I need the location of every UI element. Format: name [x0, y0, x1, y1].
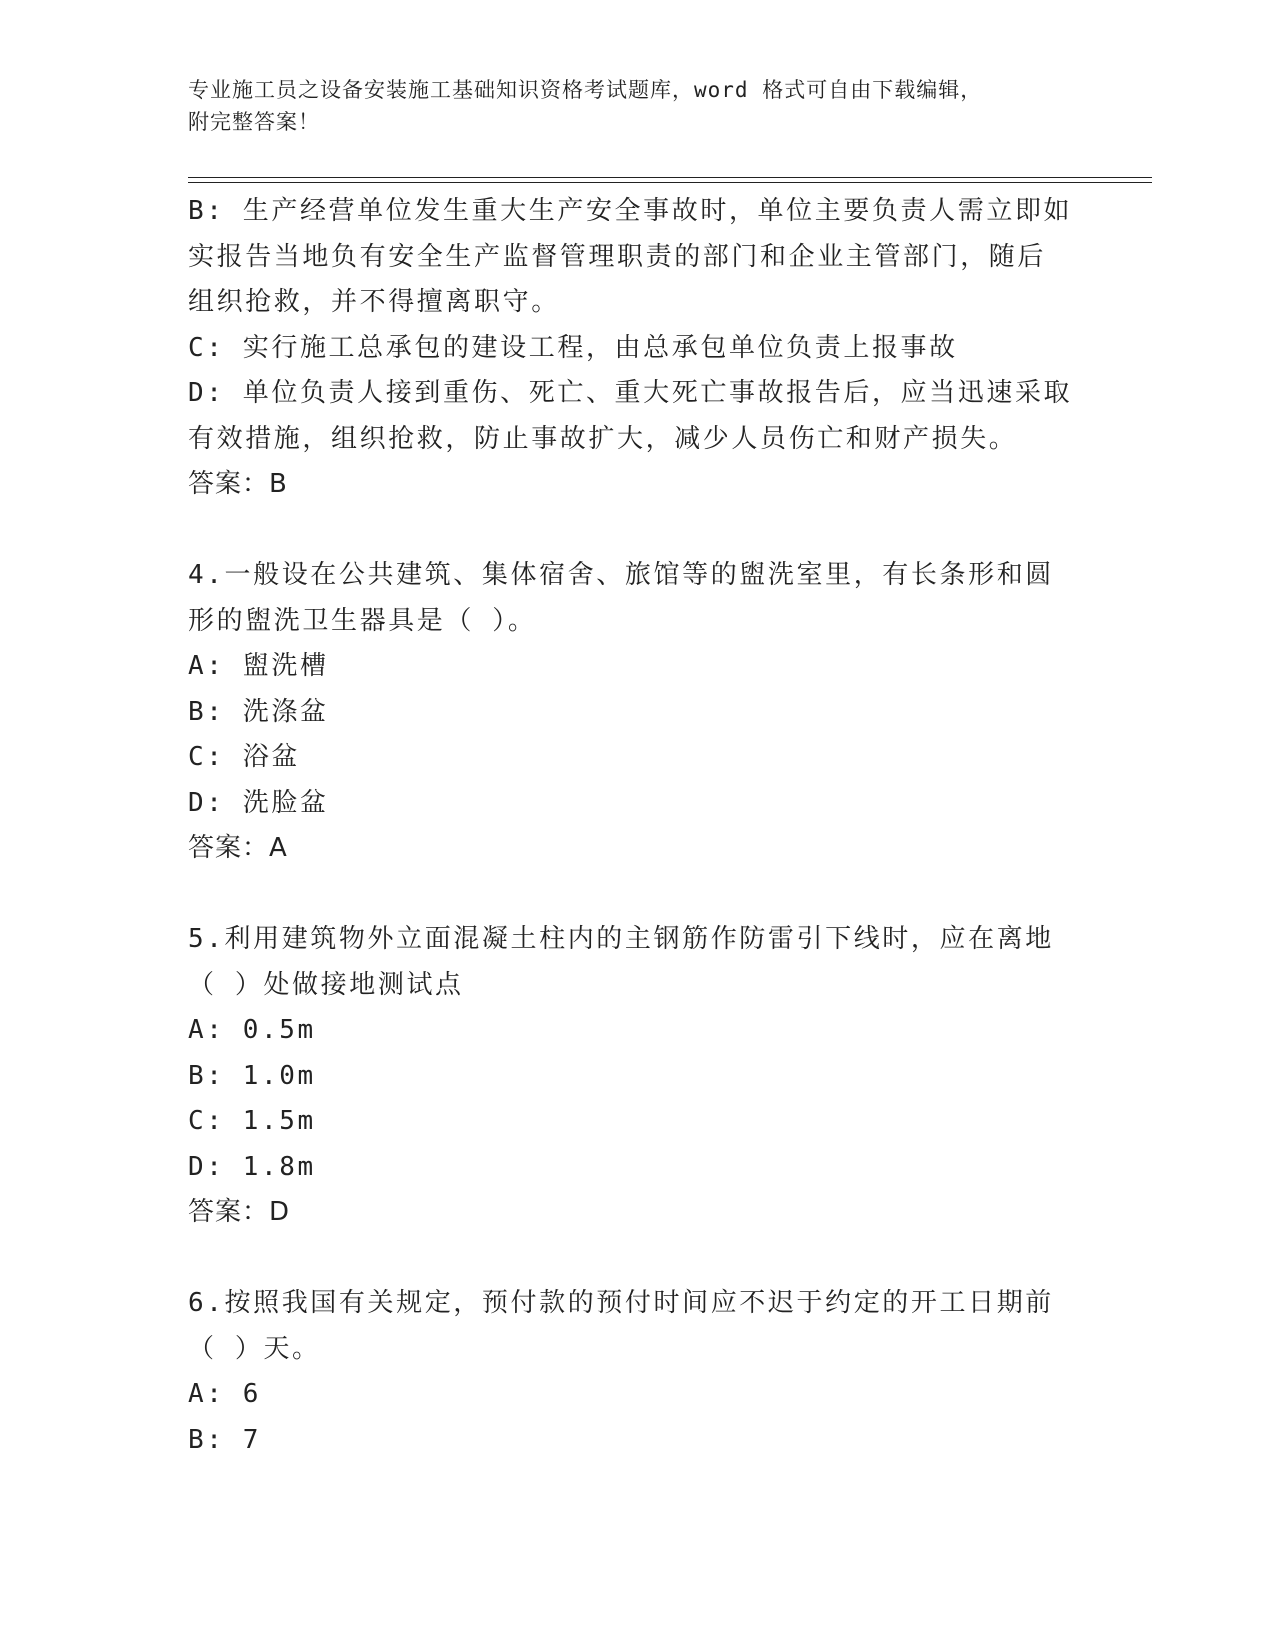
option-b-line: 实报告当地负有安全生产监督管理职责的部门和企业主管部门，随后	[188, 241, 1047, 272]
option-c: C: 浴盆	[188, 742, 300, 772]
header-divider-bottom	[188, 182, 1152, 183]
option-b-line: 组织抢救，并不得擅离职守。	[188, 287, 560, 317]
spacer	[188, 508, 1088, 554]
answer: 答案：D	[188, 1197, 291, 1227]
question-stem: 形的盥洗卫生器具是（ ）。	[188, 605, 537, 636]
option-b: B: 1.0m	[188, 1060, 316, 1091]
option-a: A: 0.5m	[188, 1015, 316, 1045]
document-header	[188, 74, 1068, 138]
spacer	[188, 872, 1088, 918]
option-a: A: 6	[188, 1379, 262, 1409]
option-d: D: 1.8m	[188, 1151, 316, 1182]
question-stem: 6.按照我国有关规定，预付款的预付时间应不迟于约定的开工日期前	[188, 1288, 1054, 1318]
question-list	[188, 189, 1088, 1463]
question-5	[188, 917, 1088, 1236]
question-stem: （ ）处做接地测试点	[188, 969, 464, 1000]
question-6	[188, 1281, 1088, 1463]
header-line-2: 附完整答案！	[188, 110, 320, 134]
option-b: B: 洗涤盆	[188, 696, 329, 727]
option-b-line: B: 生产经营单位发生重大生产安全事故时，单位主要负责人需立即如	[188, 196, 1073, 226]
question-stem: 5.利用建筑物外立面混凝土柱内的主钢筋作防雷引下线时，应在离地	[188, 924, 1054, 954]
answer: 答案：A	[188, 833, 288, 863]
question-4	[188, 553, 1088, 872]
answer: 答案：B	[188, 469, 288, 499]
option-d-line: 有效措施，组织抢救，防止事故扩大，减少人员伤亡和财产损失。	[188, 423, 1018, 454]
option-c: C: 实行施工总承包的建设工程，由总承包单位负责上报事故	[188, 332, 958, 363]
option-a: A: 盥洗槽	[188, 651, 329, 681]
option-d: D: 洗脸盆	[188, 787, 329, 818]
spacer	[188, 1236, 1088, 1282]
option-d-line: D: 单位负责人接到重伤、死亡、重大死亡事故报告后，应当迅速采取	[188, 378, 1073, 408]
option-c: C: 1.5m	[188, 1106, 316, 1136]
header-line-1: 专业施工员之设备安装施工基础知识资格考试题库，word 格式可自由下载编辑，	[188, 78, 983, 102]
option-b: B: 7	[188, 1424, 262, 1455]
question-stem: （ ）天。	[188, 1333, 321, 1364]
question-stem: 4.一般设在公共建筑、集体宿舍、旅馆等的盥洗室里，有长条形和圆	[188, 560, 1054, 590]
question-3	[188, 189, 1088, 508]
header-divider-top	[188, 177, 1152, 178]
